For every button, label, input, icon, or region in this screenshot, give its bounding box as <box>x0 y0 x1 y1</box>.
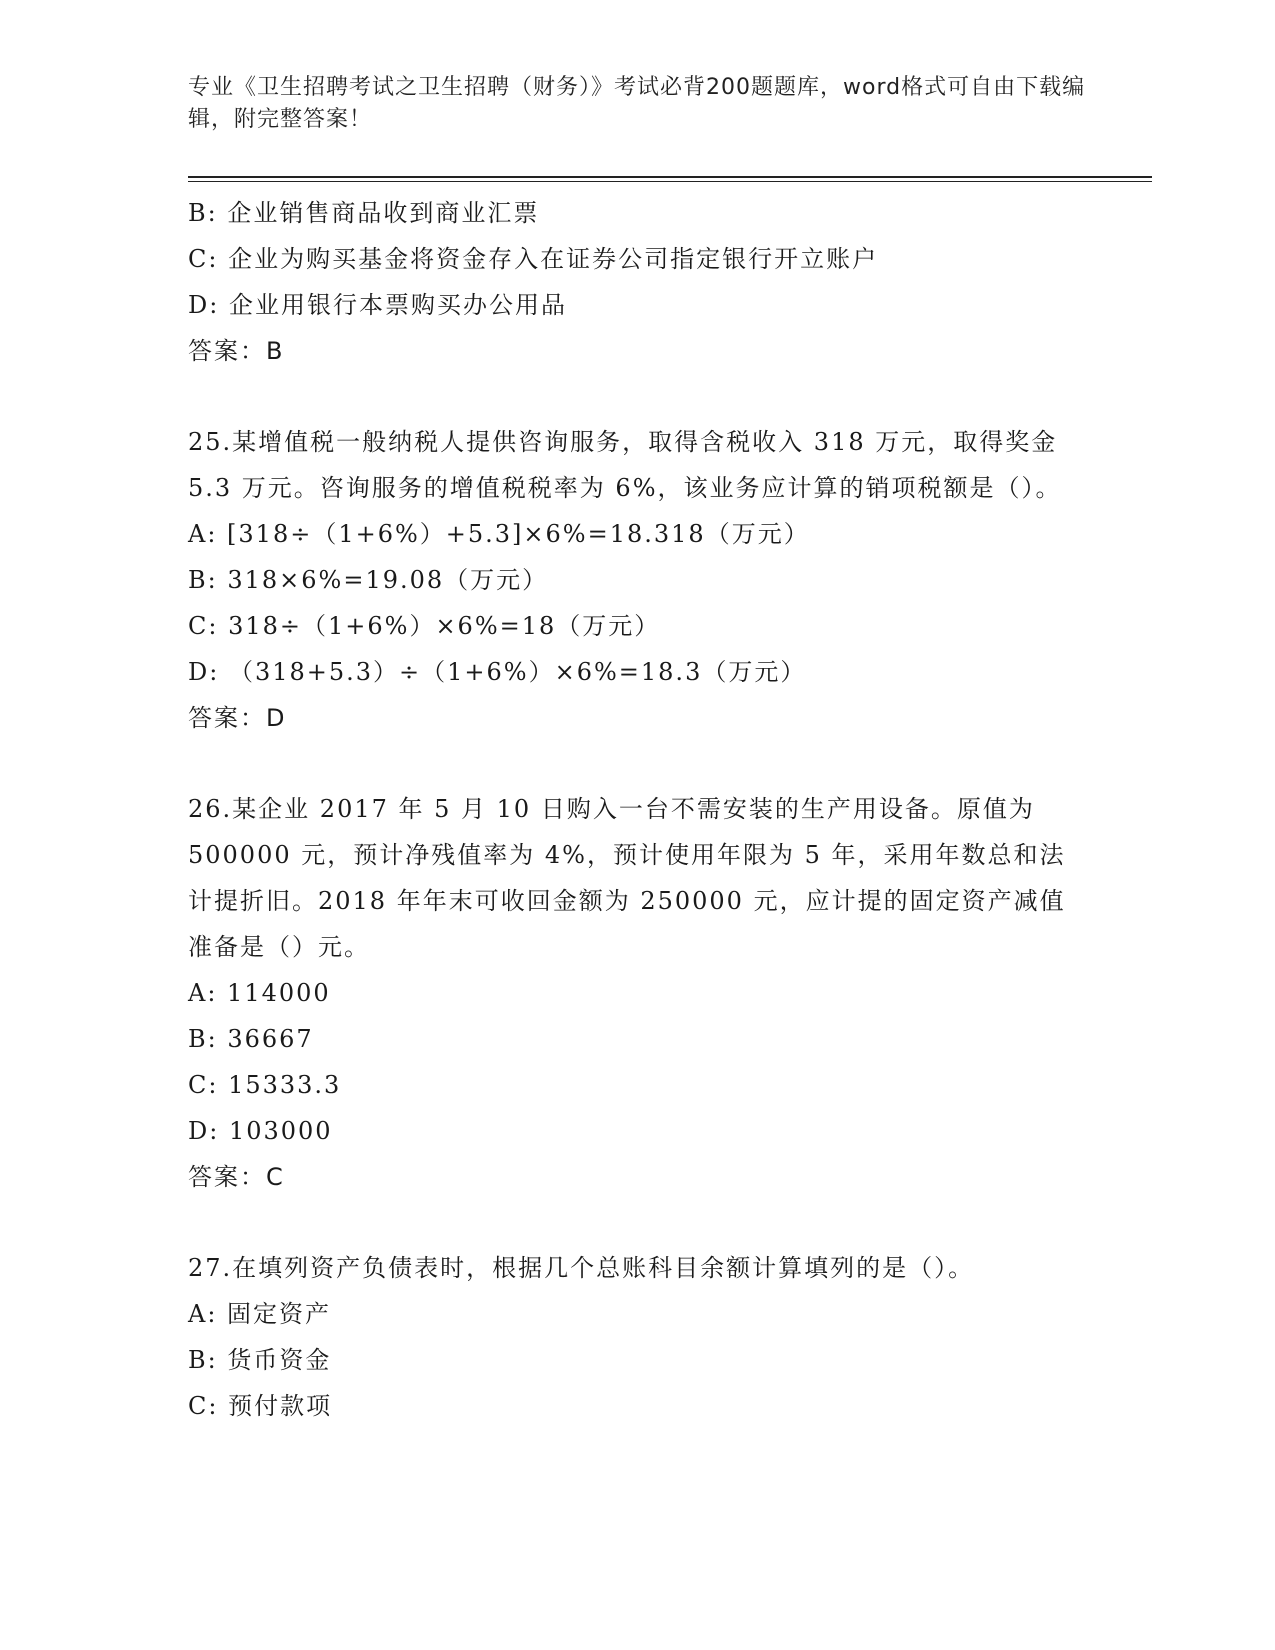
spacer <box>188 1200 1088 1245</box>
option-a: A: 114000 <box>188 979 331 1007</box>
question-26 <box>188 786 1088 1200</box>
option-d: D: 企业用银行本票购买办公用品 <box>188 291 567 319</box>
option-b: B: 36667 <box>188 1025 314 1053</box>
document-body <box>188 190 1088 1429</box>
option-b: B: 货币资金 <box>188 1346 332 1374</box>
option-b: B: 企业销售商品收到商业汇票 <box>188 199 540 227</box>
question-24-continued <box>188 190 1088 374</box>
option-b: B: 318×6%=19.08（万元） <box>188 566 549 594</box>
option-a: A: [318÷（1+6%）+5.3]×6%=18.318（万元） <box>188 520 810 548</box>
answer-line: 答案：D <box>188 704 287 732</box>
question-stem: 26.某企业 2017 年 5 月 10 日购入一台不需安装的生产用设备。原值为 500000 元，预计净残值率为 4%，预计使用年限为 5 年，采用年数总和法计提折旧。2018 年年末可收回金额为 250000 元，应计提的固定资产减值准备是（）元。 <box>188 795 1066 961</box>
option-c: C: 318÷（1+6%）×6%=18（万元） <box>188 612 661 640</box>
header-rule-thin <box>188 181 1152 182</box>
spacer <box>188 741 1088 786</box>
document-header: 专业《卫生招聘考试之卫生招聘（财务）》考试必背200题题库，word格式可自由下载编辑，附完整答案！ <box>188 75 1086 132</box>
question-stem: 25.某增值税一般纳税人提供咨询服务，取得含税收入 318 万元，取得奖金 5.3 万元。咨询服务的增值税税率为 6%，该业务应计算的销项税额是（）。 <box>188 428 1062 502</box>
header-rule-thick <box>188 176 1152 178</box>
question-stem: 27.在填列资产负债表时，根据几个总账科目余额计算填列的是（）。 <box>188 1254 975 1282</box>
option-d: D: 103000 <box>188 1117 333 1145</box>
spacer <box>188 374 1088 419</box>
answer-line: 答案：C <box>188 1163 285 1191</box>
question-27 <box>188 1245 1088 1429</box>
answer-line: 答案：B <box>188 337 285 365</box>
option-c: C: 15333.3 <box>188 1071 342 1099</box>
option-d: D: （318+5.3）÷（1+6%）×6%=18.3（万元） <box>188 658 807 686</box>
option-a: A: 固定资产 <box>188 1300 332 1328</box>
option-c: C: 预付款项 <box>188 1392 333 1420</box>
question-25 <box>188 419 1088 741</box>
option-c: C: 企业为购买基金将资金存入在证券公司指定银行开立账户 <box>188 245 879 273</box>
